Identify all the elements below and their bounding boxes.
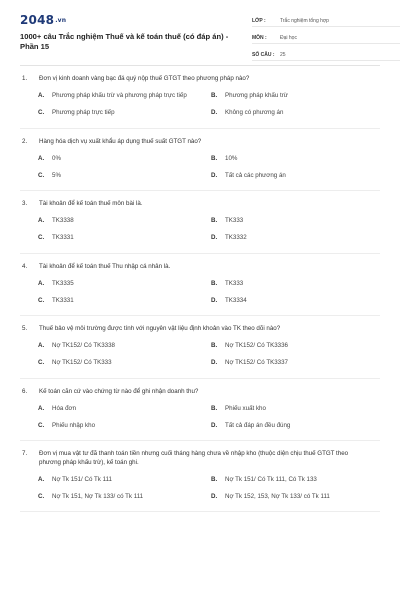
option-letter: A. [38,342,45,350]
answer-option[interactable] [38,217,211,227]
question-text: Thuế bảo vệ môi trường được tính với nguyên vật liệu định khoản vào TK theo dõi nào? [39,325,281,332]
option-letter: B. [211,342,218,350]
answer-option[interactable] [211,279,380,289]
answer-option[interactable] [211,234,380,244]
question-text: Hàng hóa dịch vụ xuất khẩu áp dụng thuế suất GTGT nào? [39,137,202,145]
answer-option[interactable] [38,421,211,431]
question-item [20,66,380,129]
question-text: Đơn vị mua vật tư đã thanh toán tiền nhưng cuối tháng hàng chưa về nhập kho (thuộc diện chịu thuế GTGT theo phương pháp khấu trừ), kế toán ghi. [39,450,349,466]
meta-value: Trắc nghiệm tổng hợp [280,18,329,24]
answer-options [20,404,380,431]
option-text: TK3335 [52,279,74,287]
option-letter: B. [211,404,218,412]
option-letter: C. [38,171,45,179]
meta-row-class [252,12,400,27]
answer-option[interactable] [211,109,380,119]
answer-options [20,475,380,502]
question-item [20,191,380,254]
option-letter: A. [38,217,45,225]
question-list [20,66,380,512]
option-text: Phiếu xuất kho [225,404,266,412]
answer-option[interactable] [38,279,211,289]
option-text: Phiếu nhập kho [52,421,96,429]
question-number: 7. [22,450,28,457]
answer-options [20,154,380,181]
question-stem [20,263,380,272]
answer-option[interactable] [38,342,211,352]
answer-options [20,279,380,306]
option-letter: A. [38,475,45,483]
question-item [20,254,380,317]
meta-value: 25 [280,52,286,58]
option-letter: B. [211,217,218,225]
site-logo[interactable] [20,13,66,27]
option-text: Phương pháp khấu trừ [225,92,288,100]
option-letter: C. [38,109,45,117]
option-letter: C. [38,359,45,367]
option-text: TK3338 [52,217,74,225]
question-stem [20,75,380,84]
question-number: 6. [22,387,28,395]
option-text: Nợ Tk 151, Nợ Tk 133/ có Tk 111 [52,492,144,500]
option-text: Nợ Tk 152, 153, Nợ Tk 133/ có Tk 111 [225,492,330,500]
question-text: Kế toán căn cứ vào chứng từ nào để ghi nhận doanh thu? [39,387,199,395]
meta-row-subject [252,29,400,44]
answer-option[interactable] [211,217,380,227]
option-text: Nợ TK152/ Có TK3336 [225,342,288,350]
option-letter: A. [38,154,45,162]
question-number: 4. [22,262,28,270]
answer-option[interactable] [211,475,380,485]
meta-value: Đại học [280,35,297,41]
question-text: Tài khoản để kế toán thuế Thu nhập cá nhân là. [39,262,171,270]
option-letter: B. [211,154,218,162]
question-number: 2. [22,137,28,145]
answer-options [20,342,380,369]
option-text: Nợ TK152/ Có TK3338 [52,342,115,350]
option-letter: D. [211,109,218,117]
question-stem [20,325,380,334]
answer-option[interactable] [211,92,380,102]
option-letter: C. [38,296,45,304]
option-text: 0% [52,154,61,162]
answer-option[interactable] [211,296,380,306]
question-number: 5. [22,325,28,332]
answer-option[interactable] [38,404,211,414]
option-letter: D. [211,359,218,367]
answer-option[interactable] [38,359,211,369]
option-text: Nợ Tk 151/ Có Tk 111 [52,475,112,483]
answer-option[interactable] [211,171,380,181]
question-number: 3. [22,200,28,207]
option-text: TK3331 [52,234,74,242]
option-letter: C. [38,234,45,242]
option-letter: D. [211,296,218,304]
answer-option[interactable] [38,492,211,502]
option-letter: A. [38,92,45,100]
option-text: Phương pháp khấu trừ và phương pháp trực tiếp [52,92,187,100]
question-item [20,129,380,192]
meta-label: SỐ CÂU : [252,52,275,58]
answer-option[interactable] [211,154,380,164]
answer-options [20,217,380,244]
question-stem [20,450,380,467]
meta-row-count [252,46,400,61]
document-title: 1000+ câu Trắc nghiệm Thuế và kế toán thuế (có đáp án) - Phần 15 [20,32,229,51]
answer-option[interactable] [211,404,380,414]
question-item [20,379,380,442]
question-number: 1. [22,75,28,82]
answer-option[interactable] [38,171,211,181]
option-text: Tất cả các phương án [225,171,286,179]
question-item [20,316,380,379]
question-stem [20,388,380,397]
option-text: Nợ TK152/ Có TK3337 [225,359,288,367]
question-text: Tài khoản để kế toán thuế môn bài là. [39,200,143,207]
answer-option[interactable] [38,154,211,164]
option-text: Không có phương án [225,109,284,117]
answer-option[interactable] [211,421,380,431]
option-text: Hóa đơn [52,404,77,412]
option-letter: A. [38,279,45,287]
question-text: Đơn vị kinh doanh vàng bạc đá quý nộp thuế GTGT theo phương pháp nào? [39,75,250,82]
option-letter: C. [38,492,45,500]
option-text: 5% [52,171,61,179]
option-text: TK333 [225,217,244,225]
option-text: Phương pháp trực tiếp [52,109,115,117]
answer-option[interactable] [211,342,380,352]
document-header [20,0,380,66]
answer-option[interactable] [38,296,211,306]
answer-option[interactable] [38,109,211,119]
answer-options [20,92,380,119]
question-stem [20,200,380,209]
option-text: TK3331 [52,296,74,304]
answer-option[interactable] [211,492,380,502]
answer-option[interactable] [38,234,211,244]
option-text: 10% [225,154,238,162]
logo-main: 2048 [20,13,55,27]
option-letter: D. [211,234,218,242]
option-letter: D. [211,492,218,500]
option-letter: A. [38,404,45,412]
question-stem [20,138,380,147]
question-item [20,441,380,512]
option-letter: B. [211,279,218,287]
answer-option[interactable] [38,475,211,485]
option-text: TK333 [225,279,244,287]
option-letter: D. [211,421,218,429]
answer-option[interactable] [211,359,380,369]
option-letter: B. [211,475,218,483]
option-text: TK3334 [225,296,247,304]
logo-suffix: .vn [55,17,67,24]
option-text: Nợ TK152/ Có TK333 [52,359,112,367]
option-text: Nợ Tk 151/ Có Tk 111, Có Tk 133 [225,475,317,483]
option-text: TK3332 [225,234,247,242]
option-letter: D. [211,171,218,179]
option-letter: C. [38,421,45,429]
answer-option[interactable] [38,92,211,102]
document-meta [252,12,400,63]
meta-label: MÔN : [252,35,267,41]
meta-label: LỚP : [252,18,266,24]
option-letter: B. [211,92,218,100]
option-text: Tất cả đáp án đều đúng [225,421,291,429]
